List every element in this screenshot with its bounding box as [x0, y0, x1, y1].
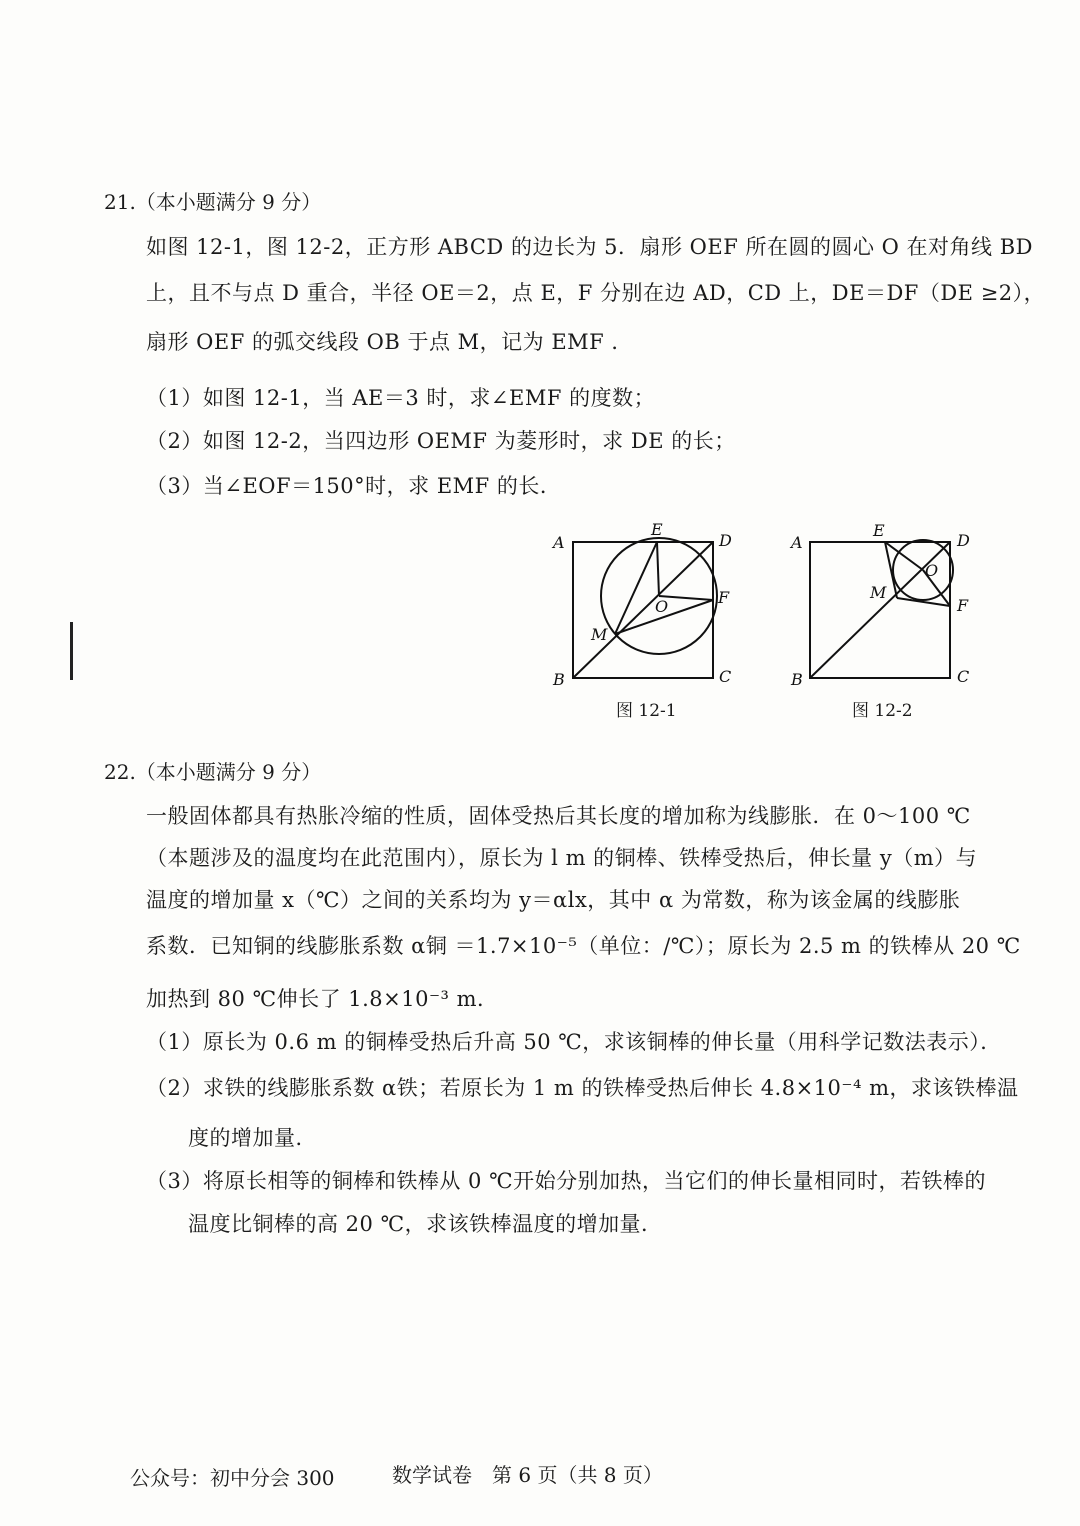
q21-part-1: （1）如图 12-1，当 AE＝3 时，求∠EMF 的度数；: [146, 386, 656, 410]
diagonal-bd: [573, 542, 713, 678]
label-d: D: [957, 531, 970, 550]
q21-header: 21.（本小题满分 9 分）: [104, 190, 322, 214]
figure-12-1-caption: 图 12-1: [616, 701, 677, 721]
figure-12-1: [545, 518, 745, 693]
q22-stem-line-1: 一般固体都具有热胀冷缩的性质，固体受热后其长度的增加称为线膨胀．在 0～100 ℃: [146, 804, 971, 828]
q21-part-3: （3）当∠EOF＝150°时，求 EMF 的长．: [146, 474, 562, 498]
label-a: A: [791, 533, 803, 552]
label-o: O: [925, 561, 939, 580]
q21-stem-line-3: 扇形 OEF 的弧交线段 OB 于点 M，记为 EMF ．: [146, 330, 633, 354]
label-e: E: [873, 521, 885, 540]
label-m: M: [591, 625, 608, 644]
q22-stem-line-5: 加热到 80 ℃伸长了 1.8×10⁻³ m．: [146, 987, 499, 1011]
label-o: O: [655, 597, 669, 616]
radius-oe: [657, 542, 659, 596]
label-b: B: [553, 670, 565, 689]
q22-part-2-cont: 度的增加量．: [188, 1126, 317, 1150]
segment-me: [615, 542, 657, 634]
footer-page-number: 数学试卷 第 6 页（共 8 页）: [392, 1463, 663, 1487]
label-f: F: [718, 588, 730, 607]
label-b: B: [791, 670, 803, 689]
label-e: E: [651, 520, 663, 539]
q22-part-1: （1）原长为 0.6 m 的铜棒受热后升高 50 ℃，求该铜棒的伸长量（用科学记数法表示）．: [146, 1030, 1002, 1054]
binding-margin-mark: [70, 622, 73, 680]
label-c: C: [957, 667, 970, 686]
figure-12-2-caption: 图 12-2: [852, 701, 913, 721]
q22-stem-line-3: 温度的增加量 x（℃）之间的关系均为 y＝αlx，其中 α 为常数，称为该金属的线膨胀: [146, 888, 961, 912]
q21-part-2: （2）如图 12-2，当四边形 OEMF 为菱形时，求 DE 的长；: [146, 429, 736, 453]
label-d: D: [719, 531, 732, 550]
label-c: C: [719, 667, 732, 686]
label-a: A: [553, 533, 565, 552]
label-f: F: [957, 596, 969, 615]
q22-part-2: （2）求铁的线膨胀系数 α铁；若原长为 1 m 的铁棒受热后伸长 4.8×10⁻⁴ m，求该铁棒温: [146, 1076, 1019, 1100]
q21-stem-line-1: 如图 12-1，图 12-2，正方形 ABCD 的边长为 5．扇形 OEF 所在圆的圆心 O 在对角线 BD: [146, 235, 1033, 259]
q21-stem-line-2: 上，且不与点 D 重合，半径 OE＝2，点 E，F 分别在边 AD，CD 上，DE＝DF（DE ≥2），: [146, 281, 1046, 305]
q22-header: 22.（本小题满分 9 分）: [104, 760, 322, 784]
q22-part-3-cont: 温度比铜棒的高 20 ℃，求该铁棒温度的增加量．: [188, 1212, 663, 1236]
label-m: M: [870, 583, 887, 602]
figure-12-2: [785, 518, 985, 693]
q22-part-3: （3）将原长相等的铜棒和铁棒从 0 ℃开始分别加热，当它们的伸长量相同时，若铁棒的: [146, 1169, 987, 1193]
footer-source: 公众号：初中分会 300: [130, 1466, 335, 1490]
q22-stem-line-4: 系数．已知铜的线膨胀系数 α铜 ＝1.7×10⁻⁵（单位：/℃）；原长为 2.5 m 的铁棒从 20 ℃: [146, 934, 1021, 958]
q22-stem-line-2: （本题涉及的温度均在此范围内），原长为 l m 的铜棒、铁棒受热后，伸长量 y（m）与: [146, 846, 978, 870]
